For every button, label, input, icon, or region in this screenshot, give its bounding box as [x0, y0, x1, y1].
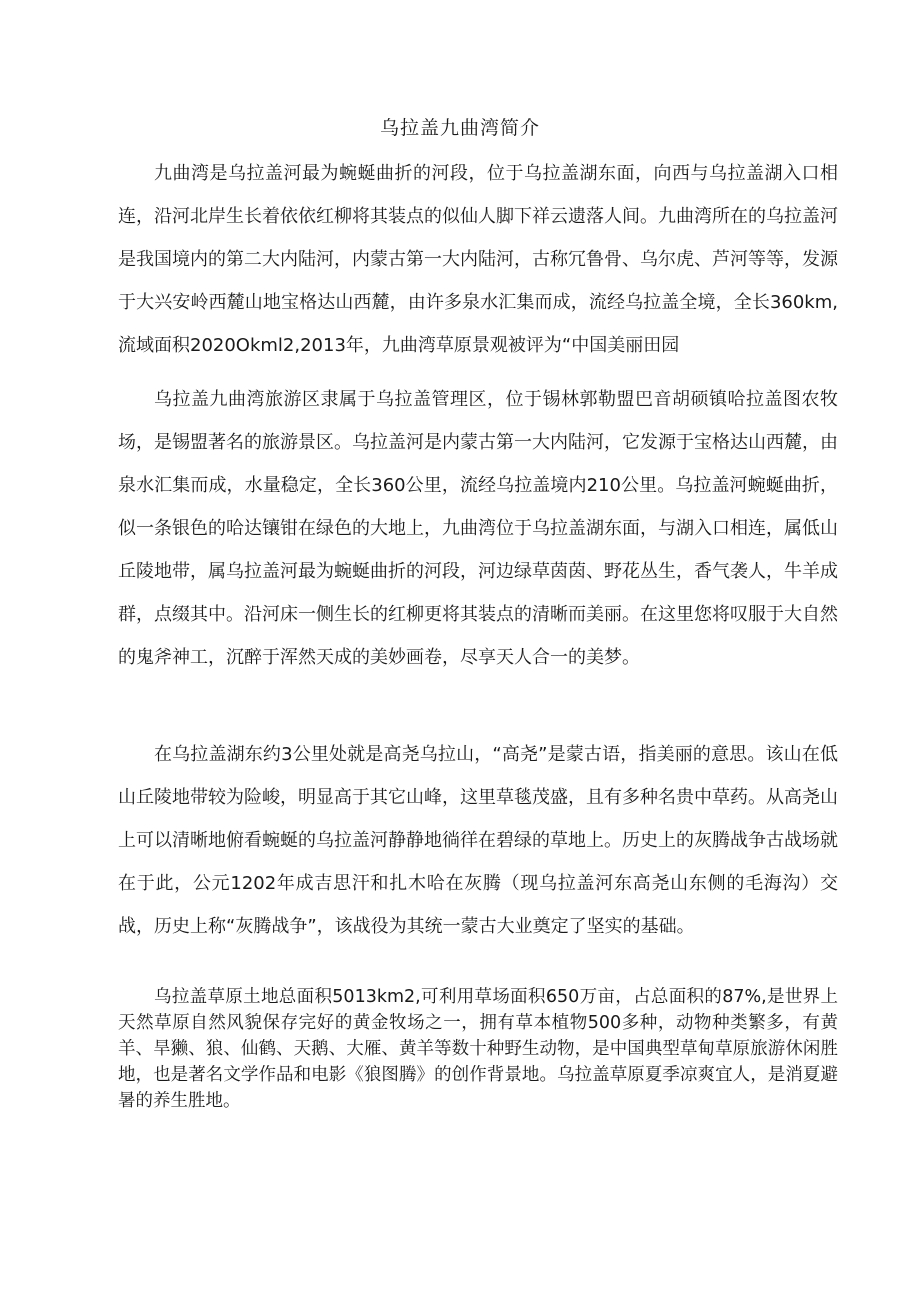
paragraph-tourism-area: 乌拉盖九曲湾旅游区隶属于乌拉盖管理区，位于锡林郭勒盟巴音胡硕镇哈拉盖图农牧场，是锡盟著名的旅游景区。乌拉盖河是内蒙古第一大内陆河，它发源于宝格达山西麓，由泉水汇集而成，水量稳定，全长360公里，流经乌拉盖境内210公里。乌拉盖河蜿蜒曲折，似一条银色的哈达镶钳在绿色的大地上，九曲湾位于乌拉盖湖东面，与湖入口相连，属低山丘陵地带，属乌拉盖河最为蜿蜒曲折的河段，河边绿草茵茵、野花丛生，香气袭人，牛羊成群，点缀其中。沿河床一侧生长的红柳更将其装点的清晰而美丽。在这里您将叹服于大自然的鬼斧神工，沉醉于浑然天成的美妙画卷，尽享天人合一的美梦。 — [118, 389, 838, 668]
paragraph-jiuquwan-intro: 九曲湾是乌拉盖河最为蜿蜒曲折的河段，位于乌拉盖湖东面，向西与乌拉盖湖入口相连，沿河北岸生长着依依红柳将其装点的似仙人脚下祥云遗落人间。九曲湾所在的乌拉盖河是我国境内的第二大内陆河，内蒙古第一大内陆河，古称冗鲁骨、乌尔虎、芦河等等，发源于大兴安岭西麓山地宝格达山西麓，由许多泉水汇集而成，流经乌拉盖全境，全长360km,流域面积2020Okml2,2013年，九曲湾草原景观被评为“中国美丽田园 — [118, 163, 838, 356]
document-title: 乌拉盖九曲湾简介 — [379, 117, 540, 139]
paragraph-grassland: 乌拉盖草原土地总面积5013km2,可利用草场面积650万亩，占总面积的87%,是世界上天然草原自然风貌保存完好的黄金牧场之一，拥有草本植物500多种，动物种类繁多，有黄羊、旱獭、狼、仙鹤、天鹅、大雁、黄羊等数十种野生动物，是中国典型草甸草原旅游休闲胜地，也是著名文学作品和电影《狼图腾》的创作背景地。乌拉盖草原夏季凉爽宜人，是消夏避暑的养生胜地。 — [118, 987, 838, 1111]
paragraph-gaoyao-mountain: 在乌拉盖湖东约3公里处就是高尧乌拉山，“高尧”是蒙古语，指美丽的意思。该山在低山丘陵地带较为险峻，明显高于其它山峰，这里草毯茂盛，且有多种名贵中草药。从高尧山上可以清晰地俯看蜿蜒的乌拉盖河静静地徜徉在碧绿的草地上。历史上的灰腾战争古战场就在于此，公元1202年成吉思汗和扎木哈在灰腾（现乌拉盖河东高尧山东侧的毛海沟）交战，历史上称“灰腾战争”，该战役为其统一蒙古大业奠定了坚实的基础。 — [118, 744, 838, 937]
